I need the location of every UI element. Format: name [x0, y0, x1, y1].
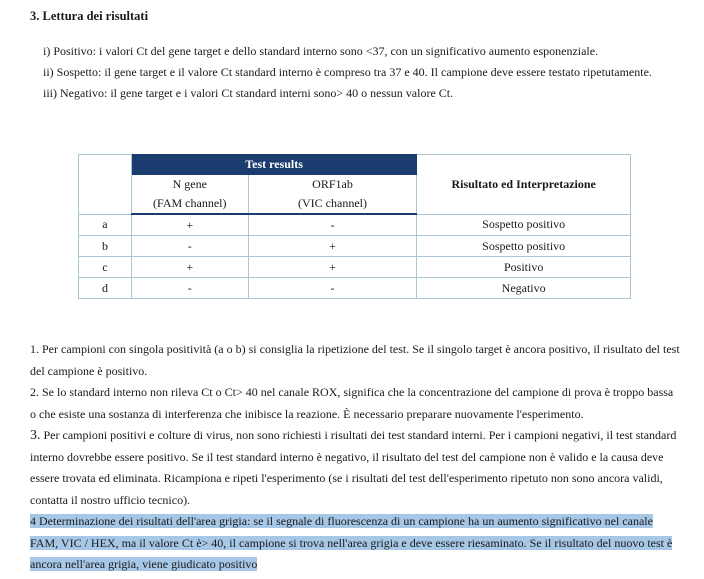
criterion-suspect: ii) Sospetto: il gene target e il valore Ct standard interno è compreso tra 37 e 40. Il campione deve essere testato ripetutamente. — [43, 65, 652, 79]
results-table — [78, 154, 631, 299]
n-gene-value: - — [131, 278, 248, 299]
fam-channel-label: (FAM channel) — [131, 194, 248, 214]
result-value: Sospetto positivo — [417, 214, 631, 236]
note-1-line-2: del campione è positivo. — [30, 363, 148, 378]
orf1ab-header: ORF1ab — [248, 175, 417, 195]
note-3 — [30, 425, 690, 511]
note-3-number: 3. — [30, 428, 41, 443]
table-row — [79, 278, 631, 299]
result-value: Negativo — [417, 278, 631, 299]
row-id: c — [79, 257, 132, 278]
table-header-row — [79, 155, 631, 175]
note-3-line-4: contatta il nostro ufficio tecnico). — [30, 492, 191, 507]
table-row — [79, 236, 631, 257]
table-row — [79, 257, 631, 278]
row-id: d — [79, 278, 132, 299]
orf1ab-value: - — [248, 278, 417, 299]
orf1ab-value: + — [248, 257, 417, 278]
criterion-positive: i) Positivo: i valori Ct del gene target e dello standard interno sono <37, con un significativo aumento esponenziale. — [43, 44, 599, 58]
n-gene-value: + — [131, 214, 248, 236]
note-4-line-2[interactable]: FAM, VIC / HEX, ma il valore Ct è> 40, il campione si trova nell'area grigia e deve essere riesaminato. Se il risultato del nuovo test è — [30, 535, 673, 550]
result-value: Sospetto positivo — [417, 236, 631, 257]
note-2-line-1: 2. Se lo standard interno non rileva Ct o Ct> 40 nel canale ROX, significa che la concentrazione del campione di prova è troppo bassa — [30, 385, 674, 399]
note-2-line-2: o che esiste una sostanza di interferenza che inibisce la reazione. È necessario preparare nuovamente l'esperimento. — [30, 406, 584, 421]
criterion-negative: iii) Negativo: il gene target e i valori Ct standard interni sono> 40 o nessun valore Ct. — [43, 86, 454, 100]
vic-channel-label: (VIC channel) — [248, 194, 417, 214]
note-4-line-3[interactable]: ancora nell'area grigia, viene giudicato positivo — [30, 557, 258, 571]
note-1-line-1: 1. Per campioni con singola positività (a o b) si consiglia la ripetizione del test. Se il singolo target è ancora positivo, il risultato del test — [30, 342, 680, 356]
notes-section — [30, 339, 690, 576]
row-id: a — [79, 214, 132, 236]
section-heading: 3. Lettura dei risultati — [30, 9, 149, 23]
note-2 — [30, 382, 690, 425]
n-gene-value: - — [131, 236, 248, 257]
n-gene-header: N gene — [131, 175, 248, 195]
test-results-header: Test results — [131, 155, 416, 175]
table-row — [79, 214, 631, 236]
orf1ab-value: + — [248, 236, 417, 257]
n-gene-value: + — [131, 257, 248, 278]
note-3-line-2: interno dovrebbe essere positivo. Se il test standard interno è negativo, il risultato del test del campione non è valido e la causa deve — [30, 449, 664, 464]
note-1 — [30, 339, 690, 382]
header-empty-cell — [79, 155, 132, 215]
note-3-line-1: Per campioni positivi e colture di virus, non sono richiesti i risultati dei test standard interni. Per i campioni negativi, il test standard — [40, 428, 677, 442]
interpretation-header: Risultato ed Interpretazione — [417, 155, 631, 215]
note-4-line-1[interactable]: 4 Determinazione dei risultati dell'area grigia: se il segnale di fluorescenza di un campione ha un aumento significativo nel canale — [30, 514, 653, 528]
orf1ab-value: - — [248, 214, 417, 236]
result-value: Positivo — [417, 257, 631, 278]
row-id: b — [79, 236, 132, 257]
note-3-line-3: essere trovata ed eliminata. Ricampiona e ripeti l'esperimento (se i risultati del test dell'esperimento ripetuto non sono ancora validi, — [30, 471, 663, 485]
note-4-selected[interactable] — [30, 511, 690, 576]
